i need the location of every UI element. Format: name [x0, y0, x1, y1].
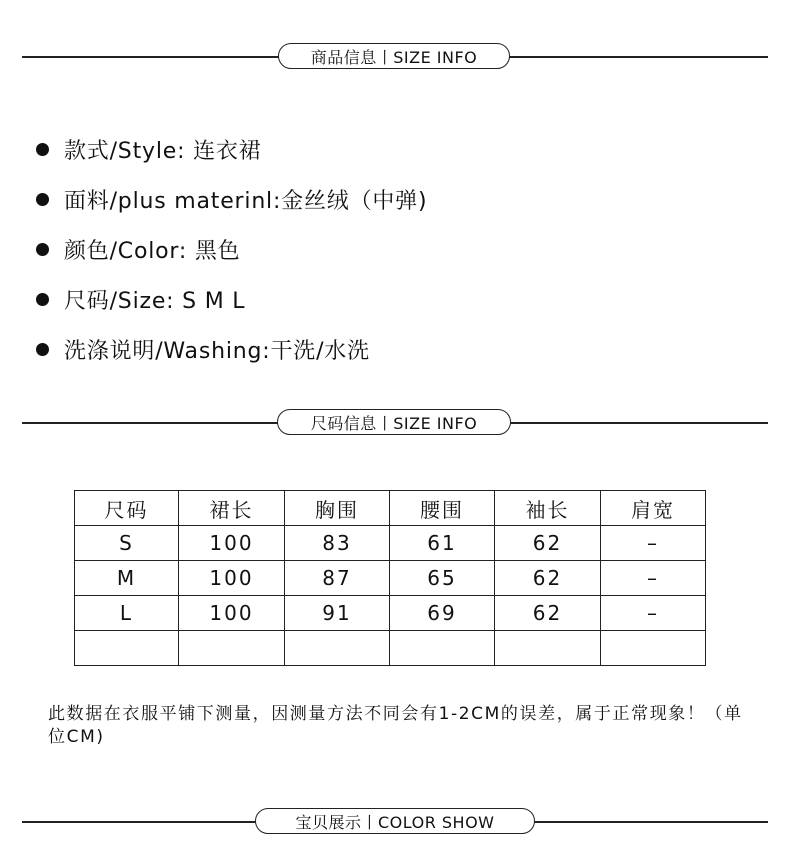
size-table — [74, 490, 706, 666]
table-cell: S — [75, 526, 179, 561]
bullet-icon — [36, 143, 49, 156]
size-info-title: 尺码信息丨SIZE INFO — [277, 409, 511, 435]
info-item-text: 尺码/Size: S M L — [64, 288, 246, 314]
table-header-cell: 裙长 — [179, 491, 285, 526]
table-cell: – — [601, 526, 706, 561]
table-cell — [390, 631, 495, 666]
info-item-color — [36, 224, 427, 274]
info-item-style — [36, 124, 427, 174]
info-item-text: 款式/Style: 连衣裙 — [64, 138, 262, 164]
table-cell: 69 — [390, 596, 495, 631]
table-row — [75, 631, 706, 666]
product-info-header — [22, 43, 768, 71]
table-cell: 62 — [495, 596, 601, 631]
color-show-title: 宝贝展示丨COLOR SHOW — [255, 808, 535, 834]
bullet-icon — [36, 243, 49, 256]
table-cell — [179, 631, 285, 666]
measurement-note: 此数据在衣服平铺下测量，因测量方法不同会有1-2CM的误差，属于正常现象！（单位CM) — [48, 704, 743, 747]
table-row — [75, 526, 706, 561]
table-cell: 100 — [179, 561, 285, 596]
table-cell — [285, 631, 390, 666]
table-cell: 100 — [179, 596, 285, 631]
table-cell: 83 — [285, 526, 390, 561]
table-cell: 61 — [390, 526, 495, 561]
table-cell: – — [601, 596, 706, 631]
info-item-washing — [36, 324, 427, 374]
info-item-text: 颜色/Color: 黑色 — [64, 238, 241, 264]
table-cell: 87 — [285, 561, 390, 596]
table-cell: 65 — [390, 561, 495, 596]
bullet-icon — [36, 343, 49, 356]
table-cell: M — [75, 561, 179, 596]
table-cell — [75, 631, 179, 666]
table-header-row — [75, 491, 706, 526]
table-row — [75, 561, 706, 596]
size-info-header — [22, 409, 768, 437]
info-item-size — [36, 274, 427, 324]
info-item-material — [36, 174, 427, 224]
table-cell: 91 — [285, 596, 390, 631]
table-row — [75, 596, 706, 631]
product-info-list — [36, 124, 427, 374]
table-cell: 100 — [179, 526, 285, 561]
product-info-title: 商品信息丨SIZE INFO — [278, 43, 510, 69]
table-header-cell: 肩宽 — [601, 491, 706, 526]
table-cell: 62 — [495, 526, 601, 561]
table-header-cell: 胸围 — [285, 491, 390, 526]
table-header-cell: 腰围 — [390, 491, 495, 526]
info-item-text: 洗涤说明/Washing:干洗/水洗 — [64, 338, 370, 364]
table-cell — [495, 631, 601, 666]
table-header-cell: 尺码 — [75, 491, 179, 526]
bullet-icon — [36, 293, 49, 306]
table-cell — [601, 631, 706, 666]
table-cell: – — [601, 561, 706, 596]
table-cell: L — [75, 596, 179, 631]
table-cell: 62 — [495, 561, 601, 596]
info-item-text: 面料/plus materinl:金丝绒（中弹) — [64, 188, 428, 214]
table-header-cell: 袖长 — [495, 491, 601, 526]
color-show-header — [22, 808, 768, 836]
bullet-icon — [36, 193, 49, 206]
